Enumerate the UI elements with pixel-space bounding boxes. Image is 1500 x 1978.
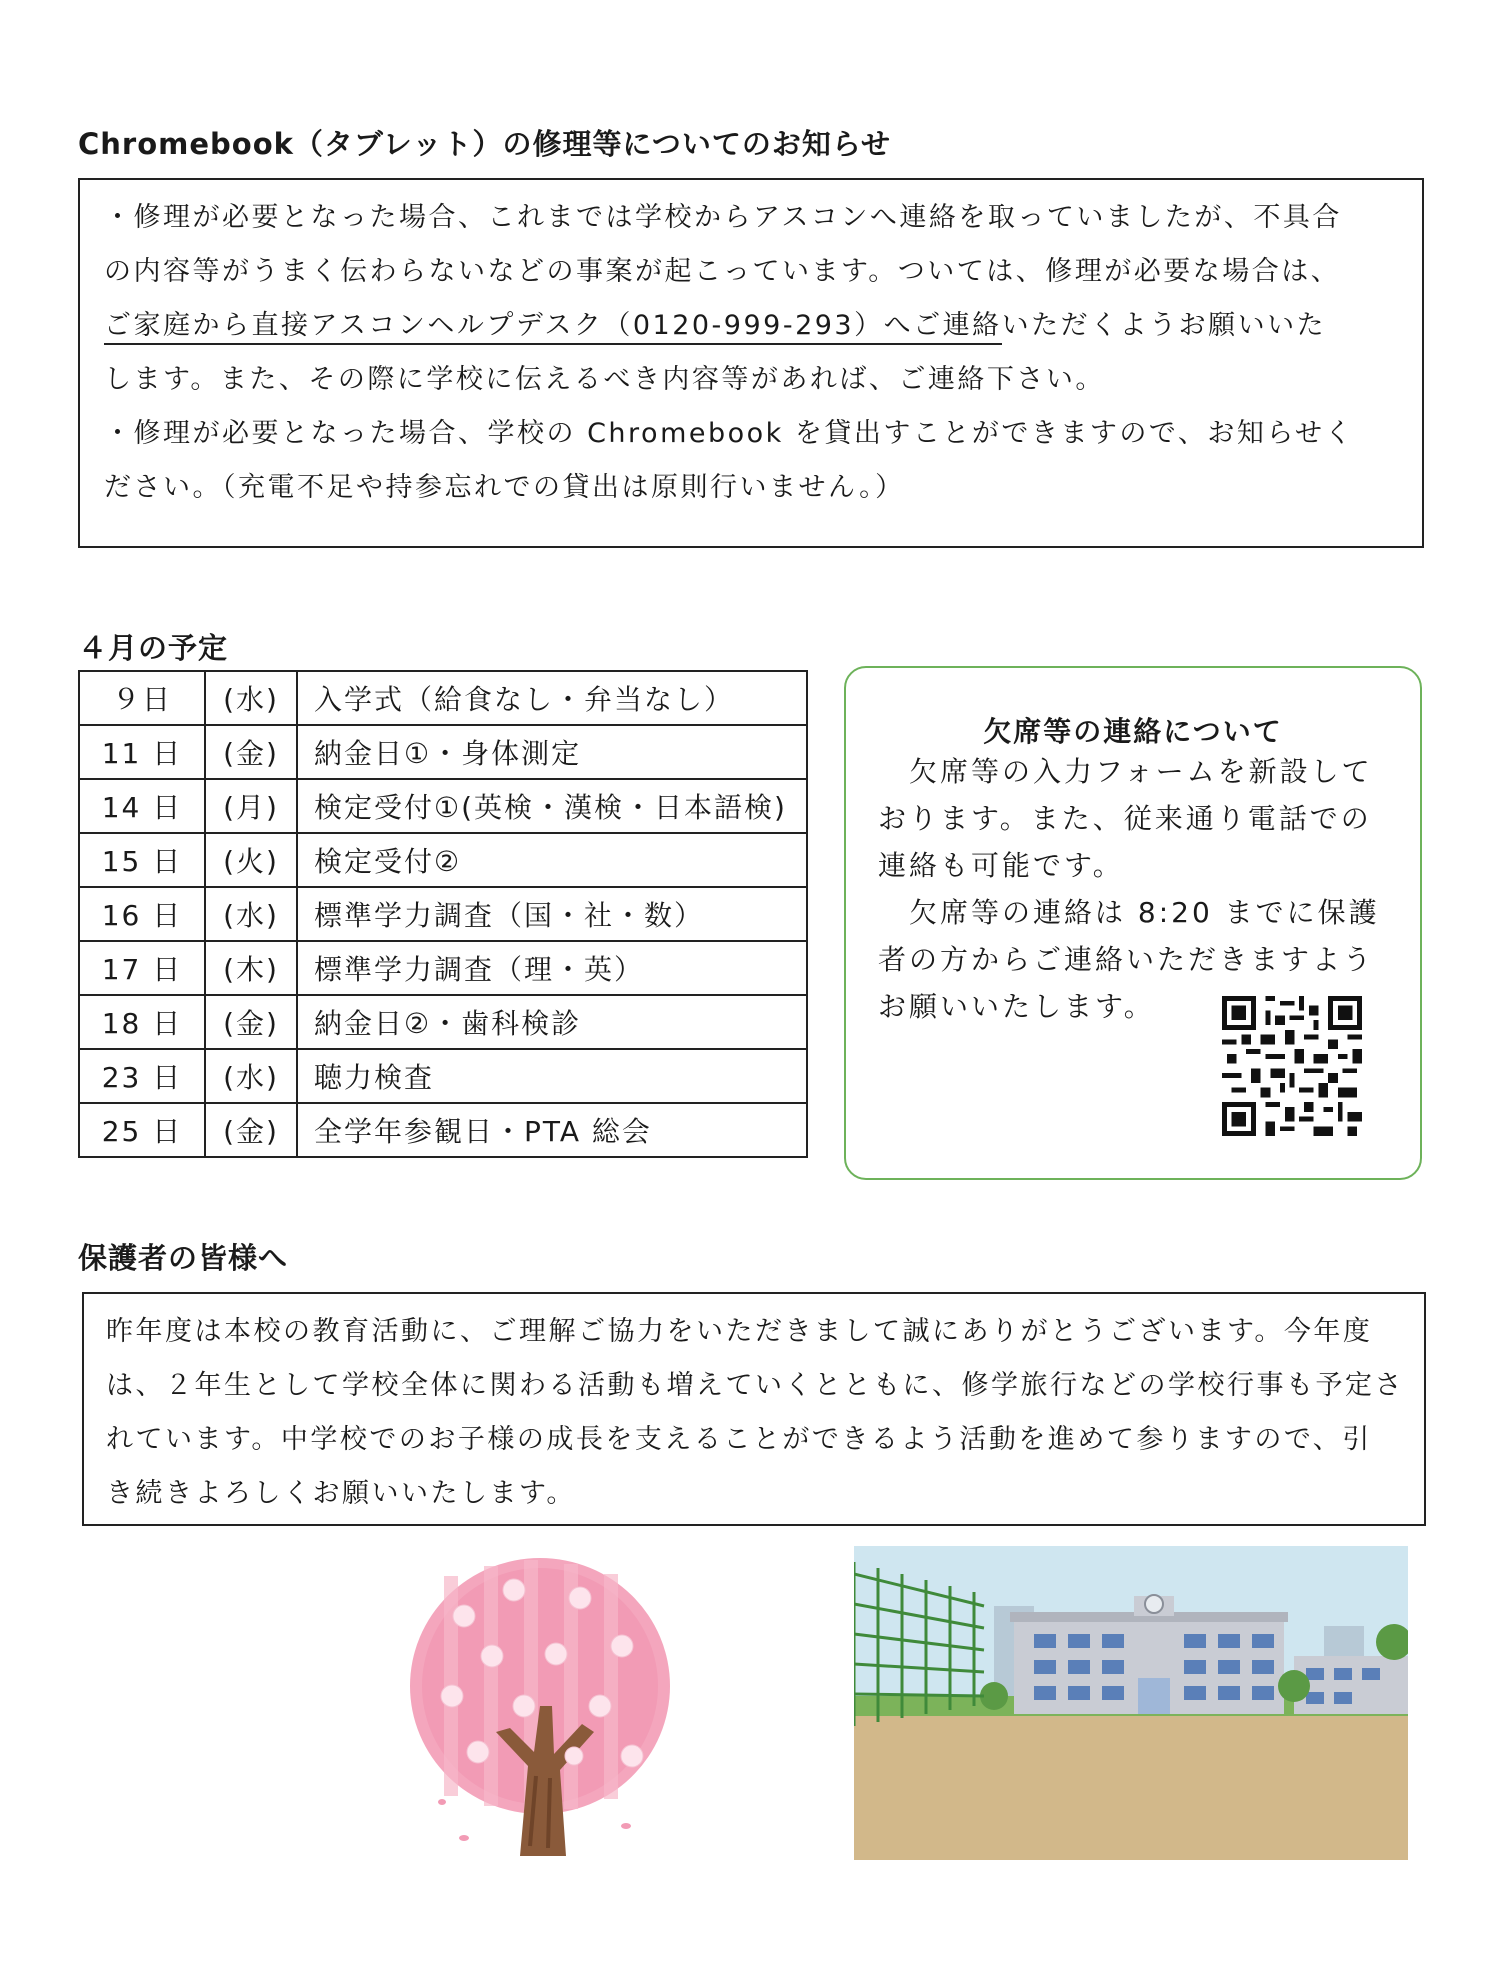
absence-line-4: 欠席等の連絡は 8:20 までに保護: [878, 896, 1380, 929]
schedule-day: 17 日: [79, 941, 205, 995]
schedule-event: 検定受付①(英検・漢検・日本語検): [297, 779, 807, 833]
schedule-day: 14 日: [79, 779, 205, 833]
notice-line-3-rest: いただくようお願いいた: [1001, 310, 1327, 341]
schedule-row: [79, 671, 807, 725]
schedule-weekday: (水): [205, 671, 297, 725]
notice-line-2: の内容等がうまく伝わらないなどの事案が起こっています。ついては、修理が必要な場合は、: [104, 256, 1341, 287]
absence-line-5: 者の方からご連絡いただきますよう: [878, 943, 1375, 976]
absence-title: 欠席等の連絡について: [983, 715, 1283, 748]
schedule-event: 全学年参観日・PTA 総会: [297, 1103, 807, 1157]
cherry-blossom-tree-illustration: [404, 1556, 676, 1856]
notice-line-3: [104, 312, 1326, 339]
parents-line-2: は、２年生として学校全体に関わる活動も増えていくとともに、修学旅行などの学校行事も予定さ: [106, 1370, 1404, 1401]
qr-code-icon[interactable]: [1222, 996, 1362, 1136]
schedule-event: 検定受付②: [297, 833, 807, 887]
schedule-event: 納金日②・歯科検診: [297, 995, 807, 1049]
schedule-row: [79, 941, 807, 995]
schedule-weekday: (水): [205, 887, 297, 941]
schedule-row: [79, 1049, 807, 1103]
absence-line-3: 連絡も可能です。: [878, 849, 1124, 882]
chromebook-notice-heading: Chromebook（タブレット）の修理等についてのお知らせ: [78, 127, 892, 161]
schedule-event: 標準学力調査（理・英）: [297, 941, 807, 995]
schedule-day: 23 日: [79, 1049, 205, 1103]
schedule-weekday: (木): [205, 941, 297, 995]
notice-line-4: します。また、その際に学校に伝えるべき内容等があれば、ご連絡下さい。: [104, 364, 1105, 395]
helpdesk-contact-underlined: ご家庭から直接アスコンヘルプデスク（0120-999-293）へご連絡: [104, 310, 1002, 345]
parents-message-box: [82, 1292, 1426, 1526]
schedule-day: 15 日: [79, 833, 205, 887]
schedule-row: [79, 1103, 807, 1157]
april-schedule-heading: ４月の予定: [78, 631, 229, 665]
schedule-event: 納金日①・身体測定: [297, 725, 807, 779]
notice-line-5: ・修理が必要となった場合、学校の Chromebook を貸出すことができますので、お知らせく: [104, 418, 1355, 449]
schedule-event: 標準学力調査（国・社・数）: [297, 887, 807, 941]
notice-line-6: ださい。（充電不足や持参忘れでの貸出は原則行いません。）: [104, 472, 905, 503]
schedule-day: 25 日: [79, 1103, 205, 1157]
schedule-weekday: (月): [205, 779, 297, 833]
schedule-weekday: (火): [205, 833, 297, 887]
april-schedule-table: [78, 670, 808, 1158]
schedule-weekday: (金): [205, 1103, 297, 1157]
parents-line-3: れています。中学校でのお子様の成長を支えることができるよう活動を進めて参りますので、引: [106, 1424, 1372, 1455]
parents-line-4: き続きよろしくお願いいたします。: [106, 1478, 576, 1509]
school-building-illustration: [854, 1546, 1408, 1860]
schedule-day: 18 日: [79, 995, 205, 1049]
schedule-weekday: (金): [205, 995, 297, 1049]
schedule-event: 入学式（給食なし・弁当なし）: [297, 671, 807, 725]
schedule-weekday: (金): [205, 725, 297, 779]
schedule-row: [79, 833, 807, 887]
schedule-row: [79, 725, 807, 779]
parents-heading: 保護者の皆様へ: [78, 1241, 289, 1275]
schedule-day: ９日: [79, 671, 205, 725]
schedule-weekday: (水): [205, 1049, 297, 1103]
schedule-day: 11 日: [79, 725, 205, 779]
schedule-row: [79, 887, 807, 941]
schedule-event: 聴力検査: [297, 1049, 807, 1103]
schedule-row: [79, 779, 807, 833]
notice-line-1: ・修理が必要となった場合、これまでは学校からアスコンへ連絡を取っていましたが、不具合: [104, 202, 1342, 233]
absence-line-2: おります。また、従来通り電話での: [878, 802, 1372, 835]
schedule-day: 16 日: [79, 887, 205, 941]
schedule-row: [79, 995, 807, 1049]
parents-line-1: 昨年度は本校の教育活動に、ご理解ご協力をいただきまして誠にありがとうございます。今年度: [106, 1316, 1373, 1347]
chromebook-notice-box: [78, 178, 1424, 548]
absence-line-1: 欠席等の入力フォームを新設して: [878, 755, 1373, 788]
absence-line-6: お願いいたします。: [878, 990, 1155, 1023]
